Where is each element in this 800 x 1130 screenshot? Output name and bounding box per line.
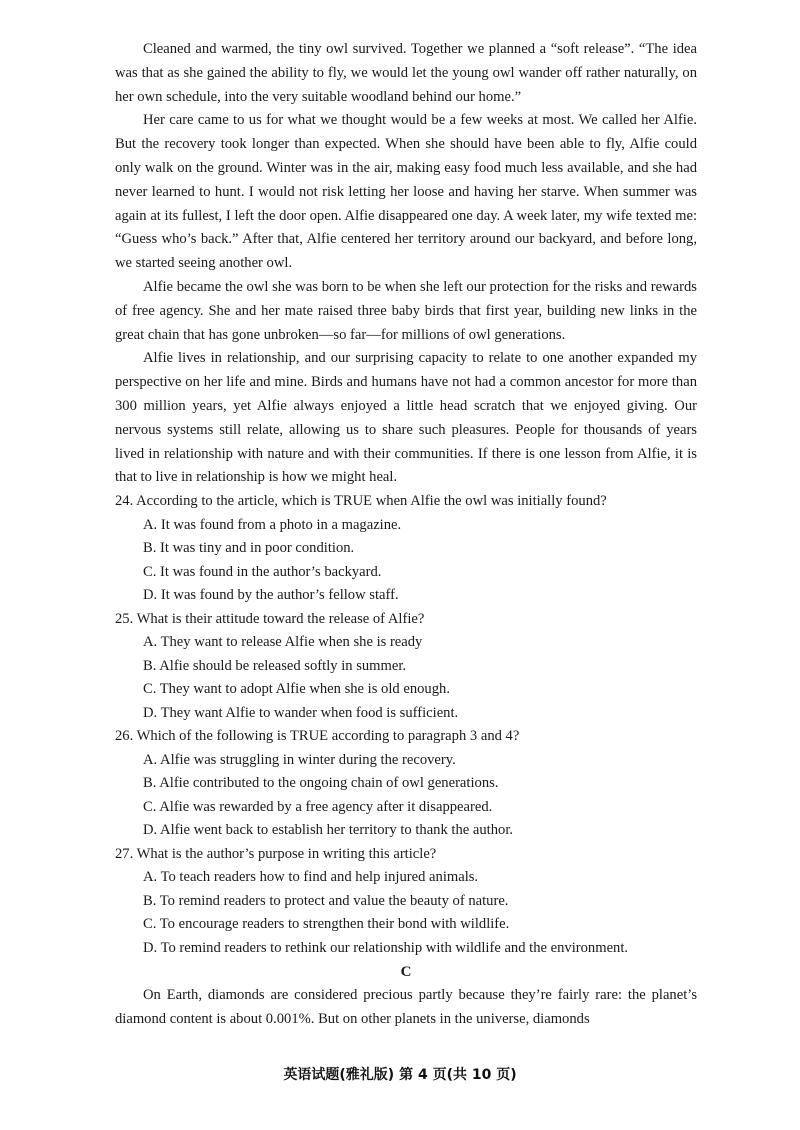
- section-c-paragraph: On Earth, diamonds are considered precious partly because they’re fairly rare: the planet’s diamond content is about 0.001%. But on other planets in the universe, diamonds: [115, 987, 697, 1027]
- option-d: D. Alfie went back to establish her territory to thank the author.: [143, 822, 514, 839]
- question-stem: 26. Which of the following is TRUE according to paragraph 3 and 4?: [115, 728, 520, 745]
- option-a: A. They want to release Alfie when she is ready: [143, 634, 423, 651]
- passage-paragraph-3: Alfie became the owl she was born to be when she left our protection for the risks and rewards of free agency. She and her mate raised three baby birds that first year, building new links in the great chain that has gone unbroken—so far—for millions of owl generations.: [115, 278, 697, 343]
- question-24: [115, 490, 697, 608]
- option-a: A. It was found from a photo in a magazine.: [143, 516, 402, 533]
- option-a: A. To teach readers how to find and help injured animals.: [143, 869, 479, 886]
- page-footer: 英语试题(雅礼版) 第 4 页(共 10 页): [283, 1067, 517, 1083]
- option-b: B. Alfie contributed to the ongoing chain of owl generations.: [143, 775, 499, 792]
- question-27: [115, 843, 697, 961]
- section-heading-c: C: [400, 964, 412, 981]
- passage-paragraph-2: Her care came to us for what we thought would be a few weeks at most. We called her Alfie. But the recovery took longer than expected. When she should have been able to fly, Alfie could only walk on the ground. Winter was in the air, making easy food much less available, and she had never learned to hunt. I would not risk letting her loose and having her starve. When summer was again at its fullest, I left the door open. Alfie disappeared one day. A week later, my wife texted me: “Guess who’s back.” After that, Alfie centered her territory around our backyard, and before long, we started seeing another owl.: [115, 112, 697, 272]
- option-c: C. To encourage readers to strengthen their bond with wildlife.: [143, 916, 510, 933]
- question-stem: 25. What is their attitude toward the release of Alfie?: [115, 610, 425, 627]
- option-c: C. Alfie was rewarded by a free agency after it disappeared.: [143, 798, 493, 815]
- option-d: D. It was found by the author’s fellow staff.: [143, 587, 399, 604]
- option-b: B. Alfie should be released softly in summer.: [143, 657, 407, 674]
- question-stem: 27. What is the author’s purpose in writing this article?: [115, 845, 437, 862]
- option-d: D. They want Alfie to wander when food is sufficient.: [143, 704, 459, 721]
- option-b: B. It was tiny and in poor condition.: [143, 540, 355, 557]
- option-b: B. To remind readers to protect and value the beauty of nature.: [143, 892, 509, 909]
- passage-paragraph-1: Cleaned and warmed, the tiny owl survived. Together we planned a “soft release”. “The idea was that as she gained the ability to fly, we would let the young owl wander off rather naturally, on her own schedule, into the very suitable woodland behind our home.”: [115, 41, 697, 105]
- option-c: C. It was found in the author’s backyard.: [143, 563, 382, 580]
- passage-paragraph-4: Alfie lives in relationship, and our surprising capacity to relate to one another expanded my perspective on her life and mine. Birds and humans have not had a common ancestor for more than 300 million years, yet Alfie always enjoyed a little head scratch that we enjoyed giving. Our nervous systems still relate, allowing us to share such pleasures. People for thousands of years lived in relationship with nature and with their communities. If there is one lesson from Alfie, it is that to live in relationship is how we might heal.: [115, 350, 697, 486]
- option-c: C. They want to adopt Alfie when she is old enough.: [143, 681, 450, 698]
- option-d: D. To remind readers to rethink our relationship with wildlife and the environment.: [143, 939, 629, 956]
- exam-page: [115, 38, 697, 1032]
- question-stem: 24. According to the article, which is TRUE when Alfie the owl was initially found?: [115, 493, 607, 510]
- option-a: A. Alfie was struggling in winter during the recovery.: [143, 751, 456, 768]
- question-26: [115, 725, 697, 843]
- question-25: [115, 608, 697, 726]
